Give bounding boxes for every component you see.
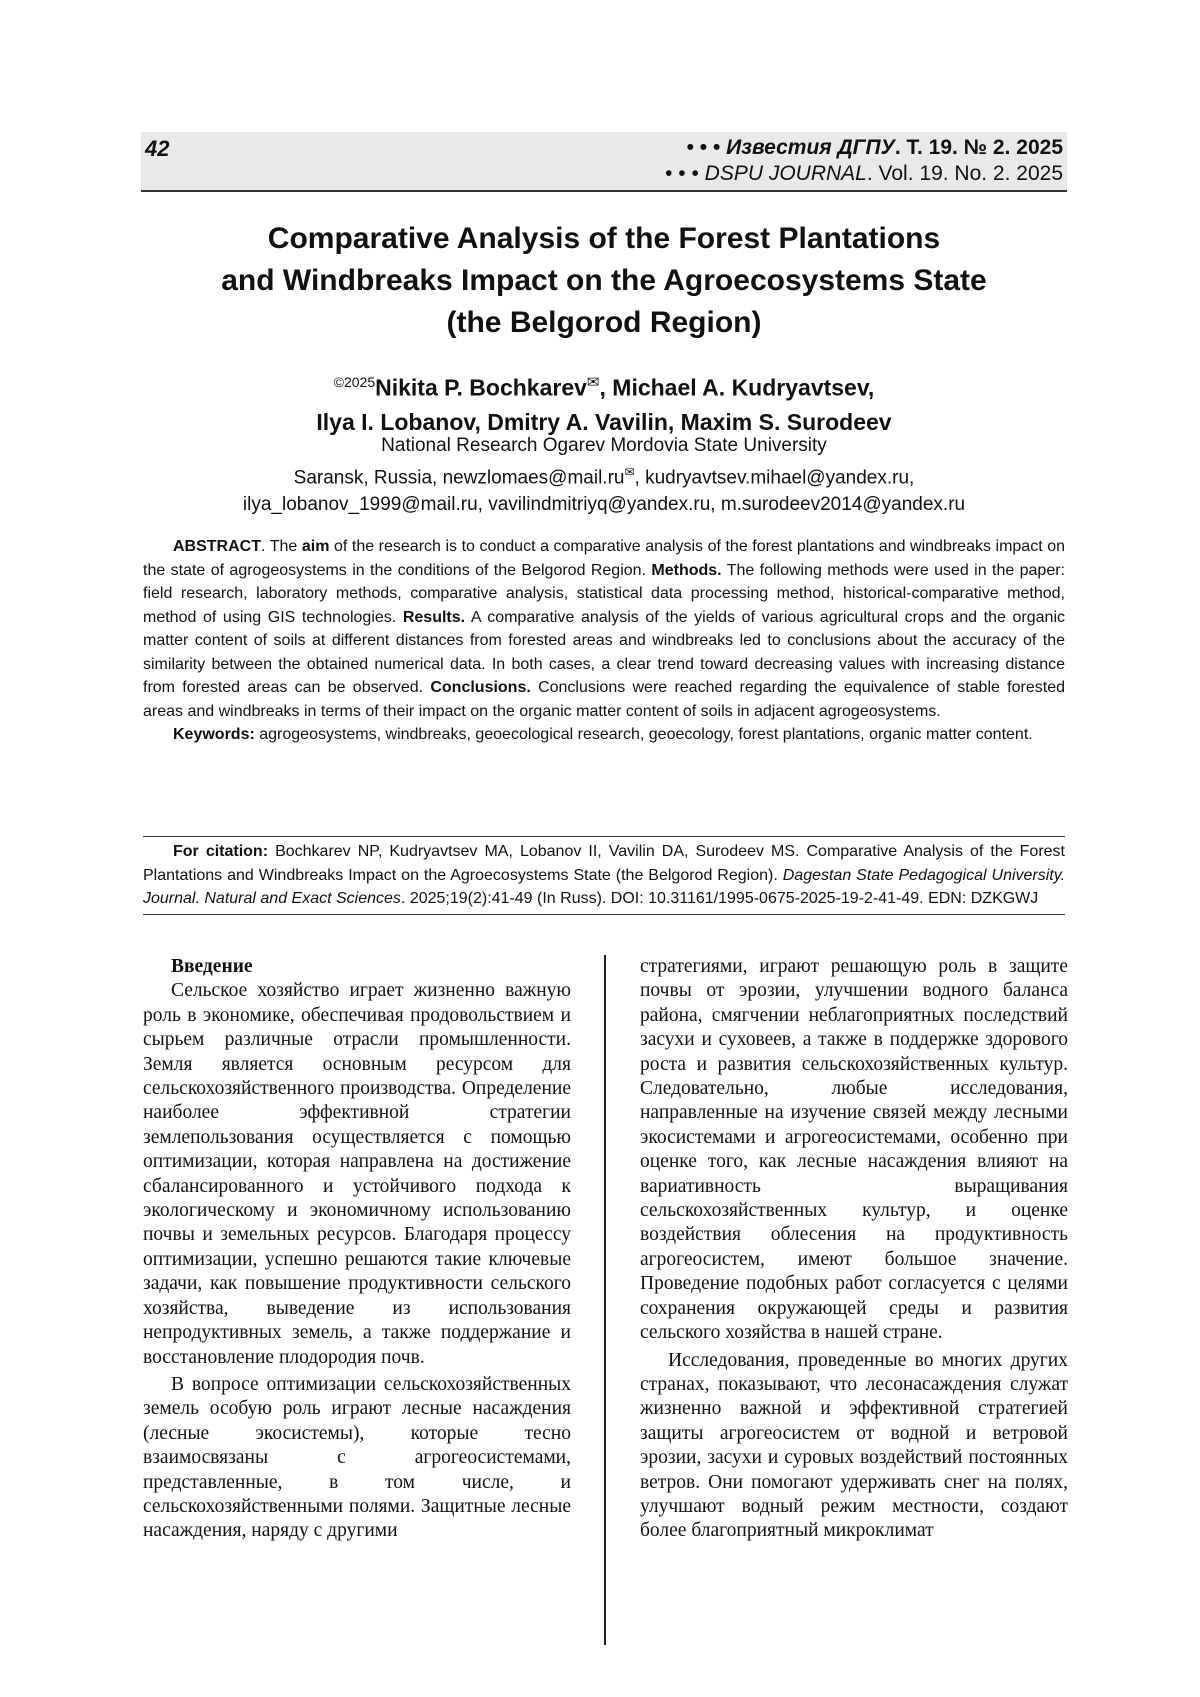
column-divider [604,955,606,1645]
corresponding-author: Nikita P. Bochkarev [375,375,587,401]
journal-title-ru: • • • Известия ДГПУ. Т. 19. № 2. 2025 [687,136,1063,160]
paragraph: Сельское хозяйство играет жизненно важную роль в экономике, обеспечивая продовольствием и сырьем различные отрасли промышленности. Земля является основным ресурсом для сельскохозяйственного производства. Определение наиболее эффективной стратегии землепользования осуществляется с помощью оптимизации, которая направлена на достижение сбалансированного и устойчивого подхода к экологическому и экономичному использованию почвы и земельных ресурсов. Благодаря процессу оптимизации, успешно решаются такие ключевые задачи, как повышение продуктивности сельского хозяйства, выведение из использования непродуктивных земель, а также поддержание и восстановление плодородия почв. [143,979,571,1370]
paper-page [0,0,1200,1697]
envelope-icon: ✉ [587,374,600,391]
running-header [141,132,1067,192]
keywords: Keywords: agrogeosystems, windbreaks, geoecological research, geoecology, forest plantations, organic matter content. [143,723,1065,747]
author-list: ©2025Nikita P. Bochkarev✉, Michael A. Kudryavtsev, Ilya I. Lobanov, Dmitry A. Vavilin, Maxim S. Surodeev [141,365,1067,439]
body-column-left [143,955,571,1547]
paragraph: Исследования, проведенные во многих других странах, показывают, что лесонасаждения служат жизненно важной и эффективной стратегией защиты агрогеосистем от водной и ветровой эрозии, засухи и суровых воздействий постоянных ветров. Они помогают удерживать снег на полях, улучшают водный режим местности, создают более благоприятный микроклимат [640,1349,1068,1544]
body-column-right [640,955,1068,1547]
abstract-block [143,535,1065,747]
article-title: Comparative Analysis of the Forest Plantations and Windbreaks Impact on the Agroecosystems State (the Belgorod Region) [141,218,1067,344]
section-heading: Введение [143,955,571,979]
page-number: 42 [145,136,169,162]
paragraph: стратегиями, играют решающую роль в защите почвы от эрозии, улучшении водного баланса района, смягчении неблагоприятных последствий засухи и суховеев, а также в поддержке здорового роста и развития сельскохозяйственных культур. Следовательно, любые исследования, направленные на изучение связей между лесными экосистемами и агрогеосистемами, особенно при оценке того, как лесные насаждения влияют на вариативность выращивания сельскохозяйственных культур, и оценке воздействия облесения на продуктивность агрогеосистем, имеют большое значение. Проведение подобных работ согласуется с целями сохранения окружающей среды и развития сельского хозяйства в нашей стране. [640,955,1068,1346]
paragraph: В вопросе оптимизации сельскохозяйственных земель особую роль играют лесные насаждения (лесные экосистемы), которые тесно взаимосвязаны с агрогеосистемами, представленные, в том числе, и сельскохозяйственными полями. Защитные лесные насаждения, наряду с другими [143,1373,571,1544]
envelope-icon: ✉ [624,465,634,479]
citation-block: For citation: Bochkarev NP, Kudryavtsev MA, Lobanov II, Vavilin DA, Surodeev MS. Comparative Analysis of the Forest Plantations and Windbreaks Impact on the Agroecosystems State (the Belgorod Region). Dagestan State Pedagogical University. Journal. Natural and Exact Sciences. 2025;19(2):41-49 (In Russ). DOI: 10.31161/1995-0675-2025-19-2-41-49. EDN: DZKGWJ [143,836,1065,915]
copyright-mark: ©2025 [334,374,375,390]
journal-title-en: • • • DSPU JOURNAL. Vol. 19. No. 2. 2025 [665,162,1063,186]
university-name: National Research Ogarev Mordovia State University [141,432,1067,459]
abstract-text: ABSTRACT. The aim of the research is to conduct a comparative analysis of the forest plantations and windbreaks impact on the state of agrogeosystems in the conditions of the Belgorod Region. Methods. The following methods were used in the paper: field research, laboratory methods, comparative analysis, statistical data processing method, historical-comparative method, method of using GIS technologies. Results. A comparative analysis of the yields of various agricultural crops and the organic matter content of soils at different distances from forested areas and windbreaks led to conclusions about the accuracy of the similarity between the obtained numerical data. In both cases, a clear trend toward decreasing values with increasing distance from forested areas can be observed. Conclusions. Conclusions were reached regarding the equivalence of stable forested areas and windbreaks in terms of their impact on the organic matter content of soils in adjacent agrogeosystems. [143,535,1065,723]
affiliation: National Research Ogarev Mordovia State University Saransk, Russia, newzlomaes@mail.ru✉, kudryavtsev.mihael@yandex.ru, ilya_lobanov_1999@mail.ru, vavilindmitriyq@yandex.ru, m.surodeev2014@yandex.ru [141,432,1067,518]
